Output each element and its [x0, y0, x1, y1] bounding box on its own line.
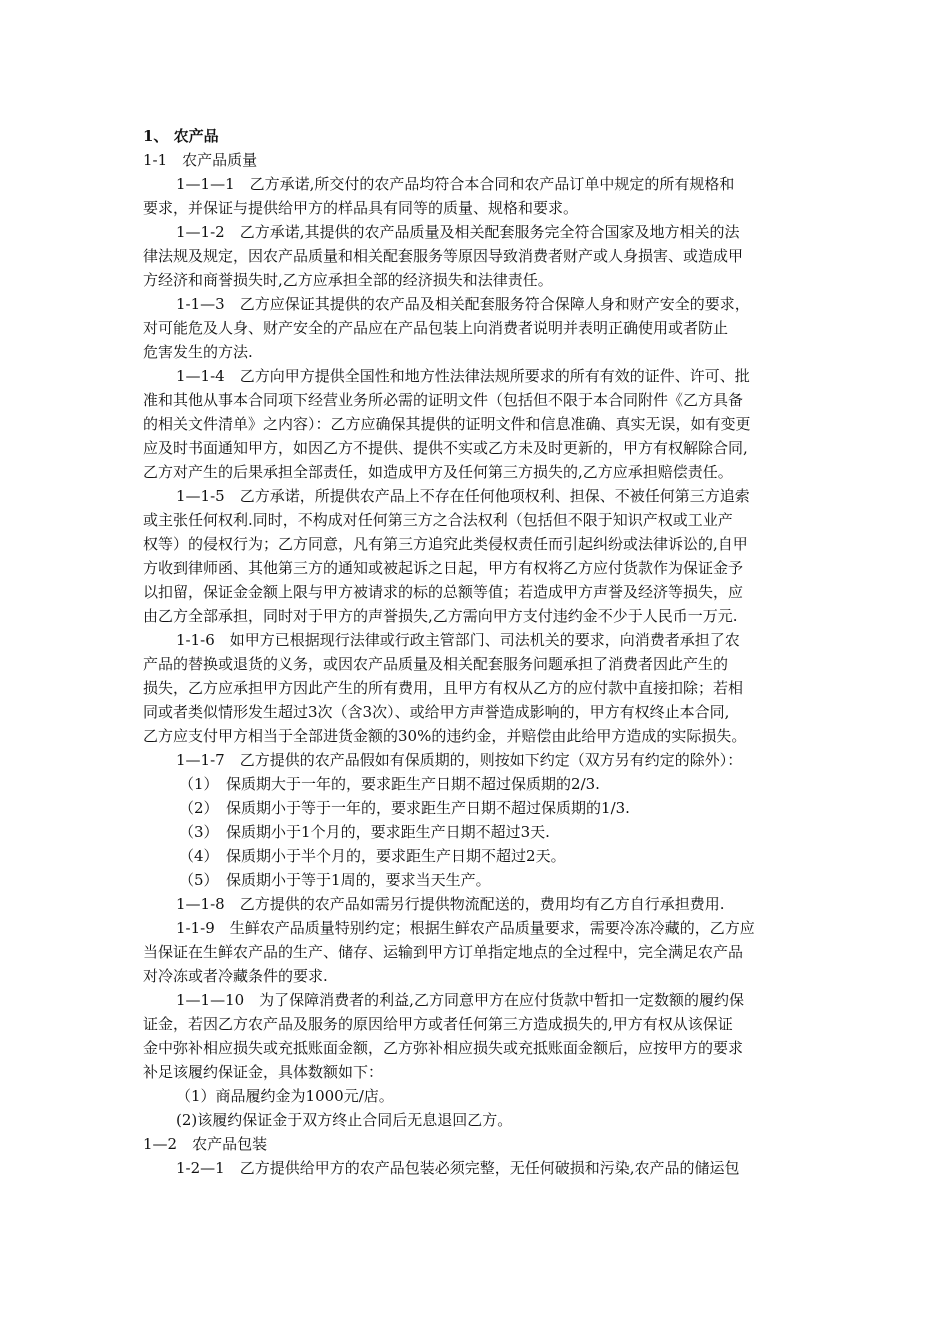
text-line: （5） 保质期小于等于1周的，要求当天生产。: [179, 871, 491, 889]
text-line: 律法规及规定，因农产品质量和相关配套服务等原因导致消费者财产或人身损害、或造成甲: [143, 247, 744, 265]
text-line: （2） 保质期小于等于一年的，要求距生产日期不超过保质期的1/3.: [179, 799, 630, 817]
text-line: （4） 保质期小于半个月的，要求距生产日期不超过2天。: [179, 847, 566, 865]
text-line: 1—1—10 为了保障消费者的利益,乙方同意甲方在应付货款中暂扣一定数额的履约保: [176, 991, 744, 1009]
text-line: 1-1—3 乙方应保证其提供的农产品及相关配套服务符合保障人身和财产安全的要求，: [176, 295, 750, 313]
text-line: 同或者类似情形发生超过3次（含3次）、或给甲方声誉造成影响的，甲方有权终止本合同,: [143, 703, 730, 721]
text-line: 1—1-8 乙方提供的农产品如需另行提供物流配送的，费用均有乙方自行承担费用.: [176, 895, 725, 913]
text-line: 证金，若因乙方农产品及服务的原因给甲方或者任何第三方造成损失的,甲方有权从该保证: [143, 1015, 733, 1033]
section-heading: 1、 农产品: [143, 127, 219, 145]
text-line: 方经济和商誉损失时,乙方应承担全部的经济损失和法律责任。: [143, 271, 553, 289]
text-line: （1）商品履约金为1000元/店。: [176, 1087, 394, 1105]
text-line: （1） 保质期大于一年的，要求距生产日期不超过保质期的2/3.: [179, 775, 600, 793]
text-line: 1-1-6 如甲方已根据现行法律或行政主管部门、司法机关的要求，向消费者承担了农: [176, 631, 740, 649]
text-line: 准和其他从事本合同项下经营业务所必需的证明文件（包括但不限于本合同附件《乙方具备: [143, 391, 744, 409]
text-line: 对冷冻或者冷藏条件的要求.: [143, 967, 328, 985]
text-line: 乙方对产生的后果承担全部责任，如造成甲方及任何第三方损失的,乙方应承担赔偿责任。: [143, 463, 733, 481]
text-line: 由乙方全部承担，同时对于甲方的声誉损失,乙方需向甲方支付违约金不少于人民币一万元.: [143, 607, 738, 625]
text-line: 以扣留，保证金金额上限与甲方被请求的标的总额等值；若造成甲方声誉及经济等损失，应: [143, 583, 744, 601]
text-line: (2)该履约保证金于双方终止合同后无息退回乙方。: [176, 1111, 513, 1129]
text-line: 1-1-9 生鲜农产品质量特别约定；根据生鲜农产品质量要求，需要冷冻冷藏的，乙方应: [176, 919, 755, 937]
text-line: 要求，并保证与提供给甲方的样品具有同等的质量、规格和要求。: [143, 199, 579, 217]
text-line: 补足该履约保证金，具体数额如下：: [143, 1063, 384, 1081]
text-line: 1—1-4 乙方向甲方提供全国性和地方性法律法规所要求的所有有效的证件、许可、批: [176, 367, 750, 385]
text-line: 应及时书面通知甲方，如因乙方不提供、提供不实或乙方未及时更新的，甲方有权解除合同,: [143, 439, 748, 457]
text-line: 1-1 农产品质量: [143, 151, 258, 169]
text-line: 1—1-2 乙方承诺,其提供的农产品质量及相关配套服务完全符合国家及地方相关的法: [176, 223, 740, 241]
text-line: 的相关文件清单》之内容）：乙方应确保其提供的证明文件和信息准确、真实无误，如有变更: [143, 415, 751, 433]
text-line: 方收到律师函、其他第三方的通知或被起诉之日起，甲方有权将乙方应付货款作为保证金予: [143, 559, 744, 577]
text-line: 权等）的侵权行为；乙方同意，凡有第三方追究此类侵权责任而引起纠纷或法律诉讼的,自甲: [143, 535, 748, 553]
text-line: 1—1-7 乙方提供的农产品假如有保质期的，则按如下约定（双方另有约定的除外）：: [176, 751, 743, 769]
text-line: （3） 保质期小于1个月的，要求距生产日期不超过3天.: [179, 823, 550, 841]
text-line: 产品的替换或退货的义务，或因农产品质量及相关配套服务问题承担了消费者因此产生的: [143, 655, 729, 673]
text-line: 1—1—1 乙方承诺,所交付的农产品均符合本合同和农产品订单中规定的所有规格和: [176, 175, 735, 193]
text-line: 金中弥补相应损失或充抵账面金额，乙方弥补相应损失或充抵账面金额后，应按甲方的要求: [143, 1039, 744, 1057]
text-line: 或主张任何权利.同时，不构成对任何第三方之合法权利（包括但不限于知识产权或工业产: [143, 511, 733, 529]
text-line: 当保证在生鲜农产品的生产、储存、运输到甲方订单指定地点的全过程中，完全满足农产品: [143, 943, 744, 961]
document-body: [143, 124, 815, 1180]
text-line: 对可能危及人身、财产安全的产品应在产品包装上向消费者说明并表明正确使用或者防止: [143, 319, 729, 337]
text-line: 危害发生的方法.: [143, 343, 253, 361]
text-line: 乙方应支付甲方相当于全部进货金额的30%的违约金，并赔偿由此给甲方造成的实际损失。: [143, 727, 747, 745]
text-line: 1-2—1 乙方提供给甲方的农产品包装必须完整，无任何破损和污染,农产品的储运包: [176, 1159, 740, 1177]
text-line: 损失，乙方应承担甲方因此产生的所有费用，且甲方有权从乙方的应付款中直接扣除；若相: [143, 679, 744, 697]
text-line: 1—1-5 乙方承诺，所提供农产品上不存在任何他项权利、担保、不被任何第三方追索: [176, 487, 750, 505]
text-line: 1—2 农产品包装: [143, 1135, 268, 1153]
